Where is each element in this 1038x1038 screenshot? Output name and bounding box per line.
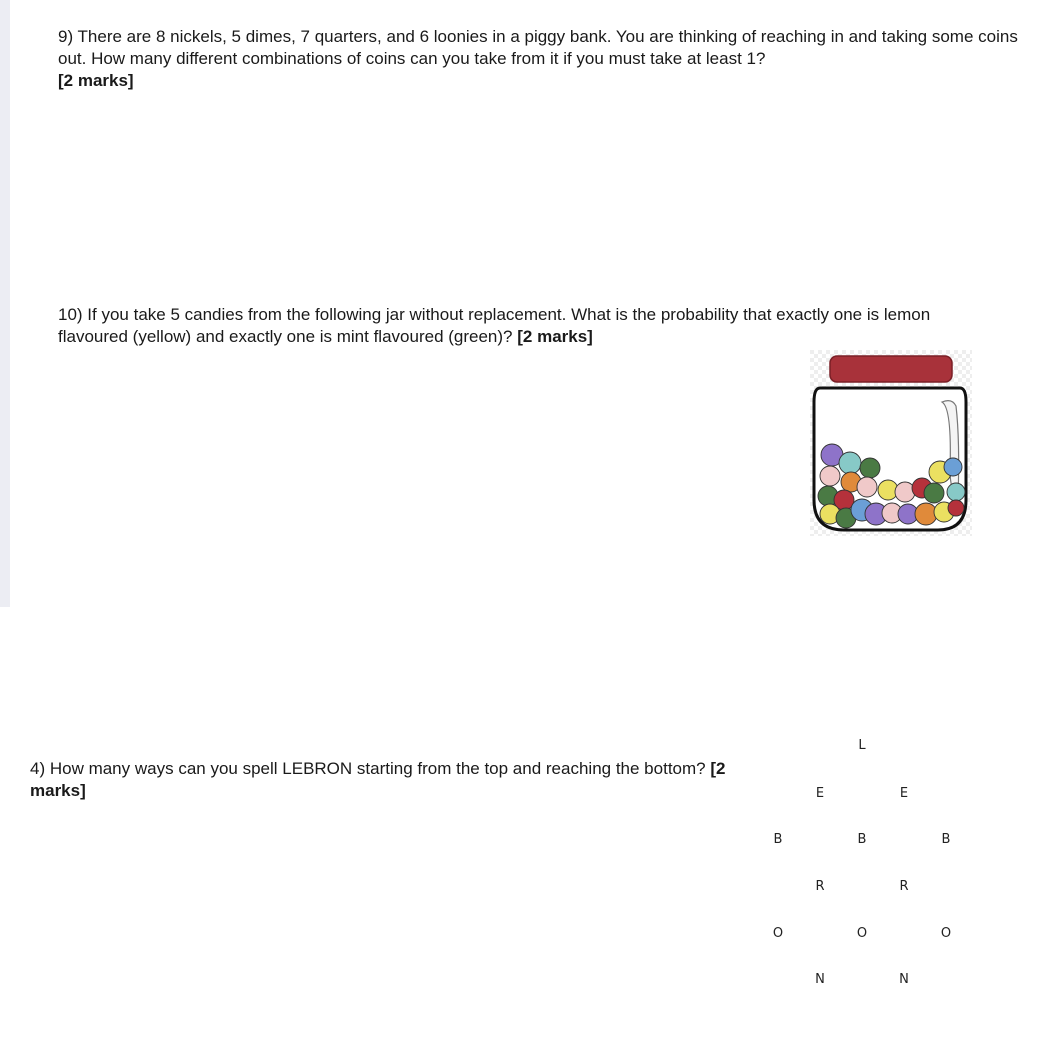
question-10-text: 10) If you take 5 candies from the following jar without replacement. What is the probability that exactly one is lemon flavoured (yellow) and exactly one is mint flavoured (green)?: [58, 305, 931, 346]
question-9: [58, 26, 1018, 92]
grid-letter-b: B: [941, 832, 951, 847]
question-4-marks: [2 marks]: [30, 759, 726, 800]
grid-letter-b: B: [857, 832, 867, 847]
question-9-marks: [2 marks]: [58, 71, 134, 90]
grid-letter-e: E: [899, 786, 909, 801]
question-10: [58, 304, 998, 348]
grid-letter-r: R: [815, 879, 825, 894]
candy-jar-image: [810, 350, 972, 536]
candy-green: [924, 483, 944, 503]
candy-pink: [820, 466, 840, 486]
candy-pink: [857, 477, 877, 497]
grid-letter-l: L: [858, 738, 866, 753]
candy-blue: [944, 458, 962, 476]
candy-orange: [915, 503, 937, 525]
grid-letter-n: N: [815, 972, 825, 987]
candy-green: [860, 458, 880, 478]
jar-lid: [830, 356, 952, 382]
grid-letter-n: N: [899, 972, 909, 987]
grid-letter-b: B: [773, 832, 783, 847]
grid-letter-o: O: [856, 926, 868, 941]
question-10-marks: [2 marks]: [517, 327, 593, 346]
candy-teal: [839, 452, 861, 474]
page-margin-strip: [0, 0, 10, 607]
question-4-text: 4) How many ways can you spell LEBRON starting from the top and reaching the bottom?: [30, 759, 706, 778]
candy-teal: [947, 483, 965, 501]
question-9-text: 9) There are 8 nickels, 5 dimes, 7 quarters, and 6 loonies in a piggy bank. You are thinking of reaching in and taking some coins out. How many different combinations of coins can you take from it if you must take at least 1?: [58, 27, 1018, 68]
question-4: [30, 758, 730, 802]
grid-letter-e: E: [815, 786, 825, 801]
grid-letter-o: O: [772, 926, 784, 941]
candy-red: [948, 500, 964, 516]
grid-letter-r: R: [899, 879, 909, 894]
grid-letter-o: O: [940, 926, 952, 941]
